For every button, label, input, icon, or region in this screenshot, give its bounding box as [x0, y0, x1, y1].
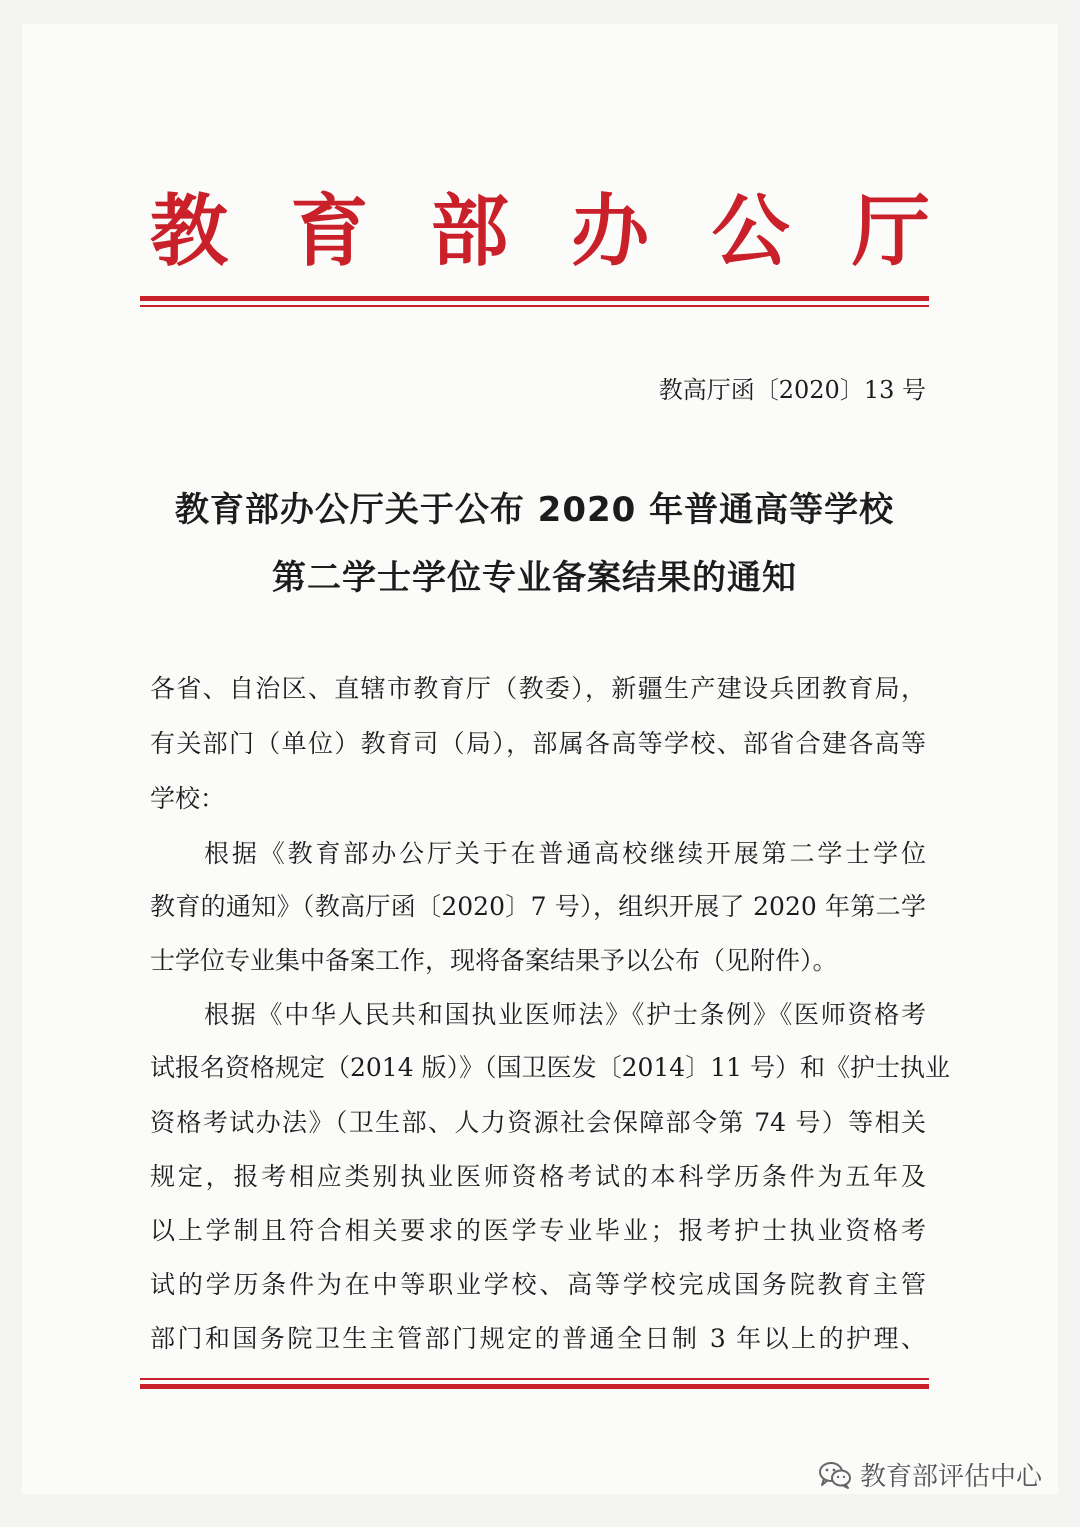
paragraph-line: 以上学制且符合相关要求的医学专业毕业；报考护士执业资格考 [150, 1216, 926, 1245]
wechat-icon [818, 1460, 852, 1490]
paragraph-line: 资格考试办法》（卫生部、人力资源社会保障部令第 74 号）等相关 [150, 1108, 926, 1137]
paragraph-line: 教育的通知》（教高厅函〔2020〕7 号），组织开展了 2020 年第二学 [150, 892, 926, 921]
watermark [818, 1456, 1042, 1493]
footer-rule-thin [140, 1378, 929, 1380]
paragraph-line: 试的学历条件为在中等职业学校、高等学校完成国务院教育主管 [150, 1270, 926, 1299]
paragraph-line: 士学位专业集中备案工作，现将备案结果予以公布（见附件）。 [150, 946, 838, 975]
document-number: 教高厅函〔2020〕13 号 [658, 376, 926, 404]
addressee-line: 有关部门（单位）教育司（局），部属各高等学校、部省合建各高等 [150, 729, 926, 758]
addressee-line: 学校： [150, 784, 226, 813]
header-char: 办 [571, 187, 650, 277]
paragraph-line: 规定，报考相应类别执业医师资格考试的本科学历条件为五年及 [150, 1162, 926, 1191]
addressee-line: 各省、自治区、直辖市教育厅（教委），新疆生产建设兵团教育局， [150, 674, 926, 703]
header-char: 公 [711, 187, 790, 277]
watermark-text: 教育部评估中心 [859, 1462, 1042, 1492]
footer-rule-thick [140, 1384, 929, 1389]
document-title-line-2: 第二学士学位专业备案结果的通知 [272, 558, 797, 598]
header-char: 教 [150, 187, 229, 277]
paragraph-line: 部门和国务院卫生主管部门规定的普通全日制 3 年以上的护理、 [150, 1324, 926, 1353]
header-rule-thick [140, 296, 929, 301]
document-title-line-1: 教育部办公厅关于公布 2020 年普通高等学校 [174, 490, 895, 530]
header-char: 育 [290, 187, 369, 277]
paragraph-line: 根据《教育部办公厅关于在普通高校继续开展第二学士学位 [204, 839, 926, 868]
header-char: 部 [430, 187, 509, 277]
paragraph-line: 根据《中华人民共和国执业医师法》《护士条例》《医师资格考 [204, 1000, 926, 1029]
header-rule-thin [140, 305, 929, 307]
paragraph-line: 试报名资格规定（2014 版）》（国卫医发〔2014〕11 号）和《护士执业 [150, 1053, 950, 1082]
issuer-header [150, 182, 930, 282]
header-char: 厅 [851, 187, 930, 277]
